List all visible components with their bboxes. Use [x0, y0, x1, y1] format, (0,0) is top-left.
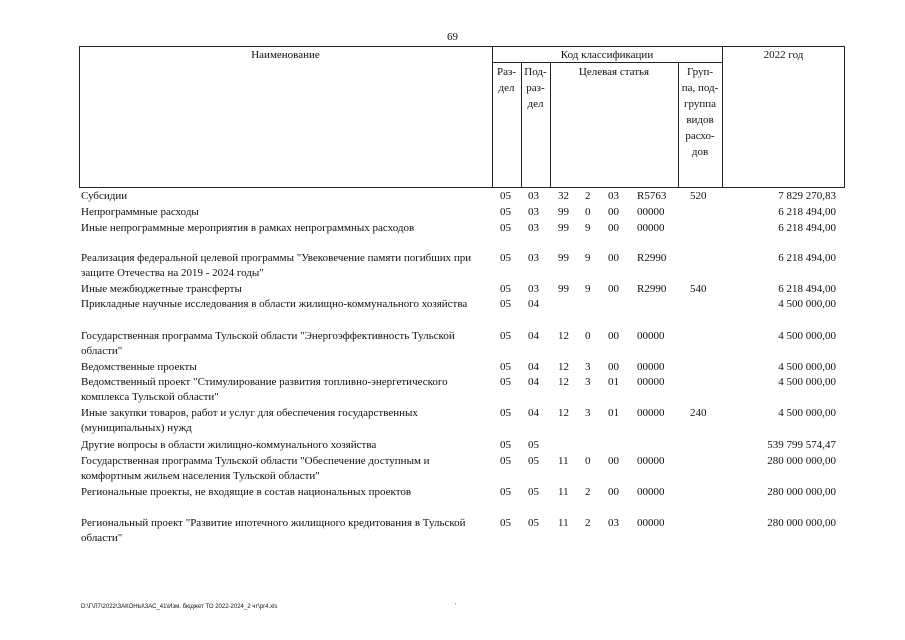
row-section: 05	[500, 298, 511, 310]
row-target-program: 11	[558, 486, 569, 498]
row-amount: 6 218 494,00	[778, 252, 836, 264]
row-target-program: 11	[558, 517, 569, 529]
header-target-item: Целевая статья	[578, 66, 650, 78]
row-subsection: 04	[528, 407, 539, 419]
row-target-subprogram: 9	[585, 283, 591, 295]
row-target-event: 00	[608, 206, 619, 218]
row-target-program: 12	[558, 376, 569, 388]
row-target-direction: 00000	[637, 517, 665, 529]
row-expense-group: 540	[690, 283, 707, 295]
row-target-program: 32	[558, 190, 569, 202]
header-section-line: Раз-	[496, 66, 516, 78]
row-name: Государственная программа Тульской области "Обеспечение доступным и комфортным жильем населения Тульской области"	[81, 455, 430, 482]
page-number: 69	[447, 31, 458, 43]
row-target-direction: 00000	[637, 222, 665, 234]
footer-mark: '	[455, 603, 457, 609]
row-subsection: 03	[528, 190, 539, 202]
row-amount: 4 500 000,00	[778, 376, 836, 388]
row-amount: 539 799 574,47	[767, 439, 836, 451]
header-group	[678, 64, 722, 160]
row-target-subprogram: 3	[585, 407, 591, 419]
row-name: Субсидии	[81, 190, 128, 202]
row-target-direction: 00000	[637, 455, 665, 467]
header-left-border	[79, 46, 80, 188]
row-target-subprogram: 3	[585, 361, 591, 373]
header-subsection-line: дел	[527, 98, 544, 110]
row-section: 05	[500, 330, 511, 342]
row-section: 05	[500, 361, 511, 373]
row-target-direction: R2990	[637, 252, 667, 264]
row-name: Иные межбюджетные трансферты	[81, 283, 242, 295]
header-right-border	[844, 46, 845, 188]
header-bottom-line	[79, 187, 845, 188]
header-divider-year	[722, 46, 723, 188]
row-target-program: 11	[558, 455, 569, 467]
row-target-program: 12	[558, 407, 569, 419]
row-amount: 7 829 270,83	[778, 190, 836, 202]
row-subsection: 05	[528, 486, 539, 498]
row-target-event: 00	[608, 361, 619, 373]
row-target-subprogram: 0	[585, 455, 591, 467]
header-group-line: дов	[691, 146, 709, 158]
row-target-direction: 00000	[637, 330, 665, 342]
row-target-program: 99	[558, 206, 569, 218]
row-target-program: 12	[558, 361, 569, 373]
row-target-subprogram: 2	[585, 517, 591, 529]
row-target-event: 00	[608, 252, 619, 264]
header-group-line: видов	[686, 114, 714, 126]
row-name: Иные закупки товаров, работ и услуг для обеспечения государственных (муниципальных) нужд	[81, 407, 418, 434]
row-target-program: 99	[558, 252, 569, 264]
row-name: Иные непрограммные мероприятия в рамках непрограммных расходов	[81, 222, 415, 234]
row-section: 05	[500, 439, 511, 451]
row-amount: 6 218 494,00	[778, 206, 836, 218]
header-group-line: Груп-	[686, 66, 714, 78]
row-target-event: 00	[608, 455, 619, 467]
row-subsection: 05	[528, 455, 539, 467]
row-section: 05	[500, 517, 511, 529]
row-target-event: 00	[608, 222, 619, 234]
header-divider-subsection	[550, 62, 551, 188]
row-target-subprogram: 0	[585, 206, 591, 218]
row-target-direction: 00000	[637, 407, 665, 419]
row-target-subprogram: 2	[585, 190, 591, 202]
header-subsection	[521, 64, 550, 112]
row-name: Государственная программа Тульской области "Энергоэффективность Тульской области"	[81, 330, 455, 357]
row-amount: 6 218 494,00	[778, 283, 836, 295]
row-target-program: 12	[558, 330, 569, 342]
row-name: Региональный проект "Развитие ипотечного жилищного кредитования в Тульской области"	[81, 517, 466, 544]
row-target-program: 99	[558, 222, 569, 234]
row-amount: 6 218 494,00	[778, 222, 836, 234]
row-subsection: 03	[528, 222, 539, 234]
row-subsection: 05	[528, 517, 539, 529]
row-section: 05	[500, 206, 511, 218]
row-target-event: 01	[608, 376, 619, 388]
header-subsection-line: Под-	[524, 66, 547, 78]
row-name: Непрограммные расходы	[81, 206, 199, 218]
row-expense-group: 520	[690, 190, 707, 202]
row-target-subprogram: 3	[585, 376, 591, 388]
row-amount: 4 500 000,00	[778, 407, 836, 419]
row-expense-group: 240	[690, 407, 707, 419]
row-amount: 280 000 000,00	[767, 486, 836, 498]
footer-file-path: D:\Г\Л7\2022\ЗАКОНЫ\ЗАС_41\Изм. бюджет ТО 2022-2024_2 чт\рr4.xls	[81, 604, 278, 610]
row-target-subprogram: 9	[585, 252, 591, 264]
row-name: Ведомственные проекты	[81, 361, 197, 373]
row-target-event: 00	[608, 486, 619, 498]
row-subsection: 04	[528, 298, 539, 310]
row-target-event: 00	[608, 330, 619, 342]
row-section: 05	[500, 190, 511, 202]
row-target-direction: 00000	[637, 486, 665, 498]
row-subsection: 03	[528, 252, 539, 264]
row-amount: 280 000 000,00	[767, 517, 836, 529]
table-header	[79, 46, 845, 188]
row-section: 05	[500, 486, 511, 498]
header-section	[492, 64, 521, 96]
row-target-event: 01	[608, 407, 619, 419]
row-section: 05	[500, 455, 511, 467]
row-target-event: 03	[608, 517, 619, 529]
row-target-direction: R5763	[637, 190, 667, 202]
header-group-line: па, под-	[681, 82, 719, 94]
header-name: Наименование	[251, 49, 320, 61]
row-subsection: 03	[528, 283, 539, 295]
row-subsection: 04	[528, 361, 539, 373]
row-name: Прикладные научные исследования в области жилищно-коммунального хозяйства	[81, 298, 468, 310]
row-section: 05	[500, 222, 511, 234]
row-target-subprogram: 0	[585, 330, 591, 342]
row-target-event: 00	[608, 283, 619, 295]
header-year: 2022 год	[763, 49, 804, 61]
row-target-direction: R2990	[637, 283, 667, 295]
row-amount: 4 500 000,00	[778, 330, 836, 342]
row-target-subprogram: 2	[585, 486, 591, 498]
row-subsection: 05	[528, 439, 539, 451]
header-subsection-line: раз-	[526, 82, 545, 94]
row-section: 05	[500, 283, 511, 295]
row-subsection: 04	[528, 330, 539, 342]
row-target-direction: 00000	[637, 361, 665, 373]
row-target-direction: 00000	[637, 376, 665, 388]
row-subsection: 03	[528, 206, 539, 218]
row-section: 05	[500, 407, 511, 419]
row-name: Региональные проекты, не входящие в состав национальных проектов	[81, 486, 412, 498]
row-name: Реализация федеральной целевой программы "Увековечение памяти погибших при защите Отечества на 2019 - 2024 годы"	[81, 252, 472, 279]
row-target-program: 99	[558, 283, 569, 295]
row-target-event: 03	[608, 190, 619, 202]
header-classification: Код классификации	[560, 49, 654, 61]
row-target-direction: 00000	[637, 206, 665, 218]
row-section: 05	[500, 376, 511, 388]
row-name: Ведомственный проект "Стимулирование развития топливно-энергетического комплекса Тульской области"	[81, 376, 448, 403]
row-subsection: 04	[528, 376, 539, 388]
row-amount: 280 000 000,00	[767, 455, 836, 467]
header-group-line: расхо-	[685, 130, 715, 142]
row-amount: 4 500 000,00	[778, 298, 836, 310]
header-group-line: группа	[683, 98, 717, 110]
header-section-line: дел	[498, 82, 515, 94]
row-target-subprogram: 9	[585, 222, 591, 234]
row-name: Другие вопросы в области жилищно-коммунального хозяйства	[81, 439, 377, 451]
row-amount: 4 500 000,00	[778, 361, 836, 373]
row-section: 05	[500, 252, 511, 264]
